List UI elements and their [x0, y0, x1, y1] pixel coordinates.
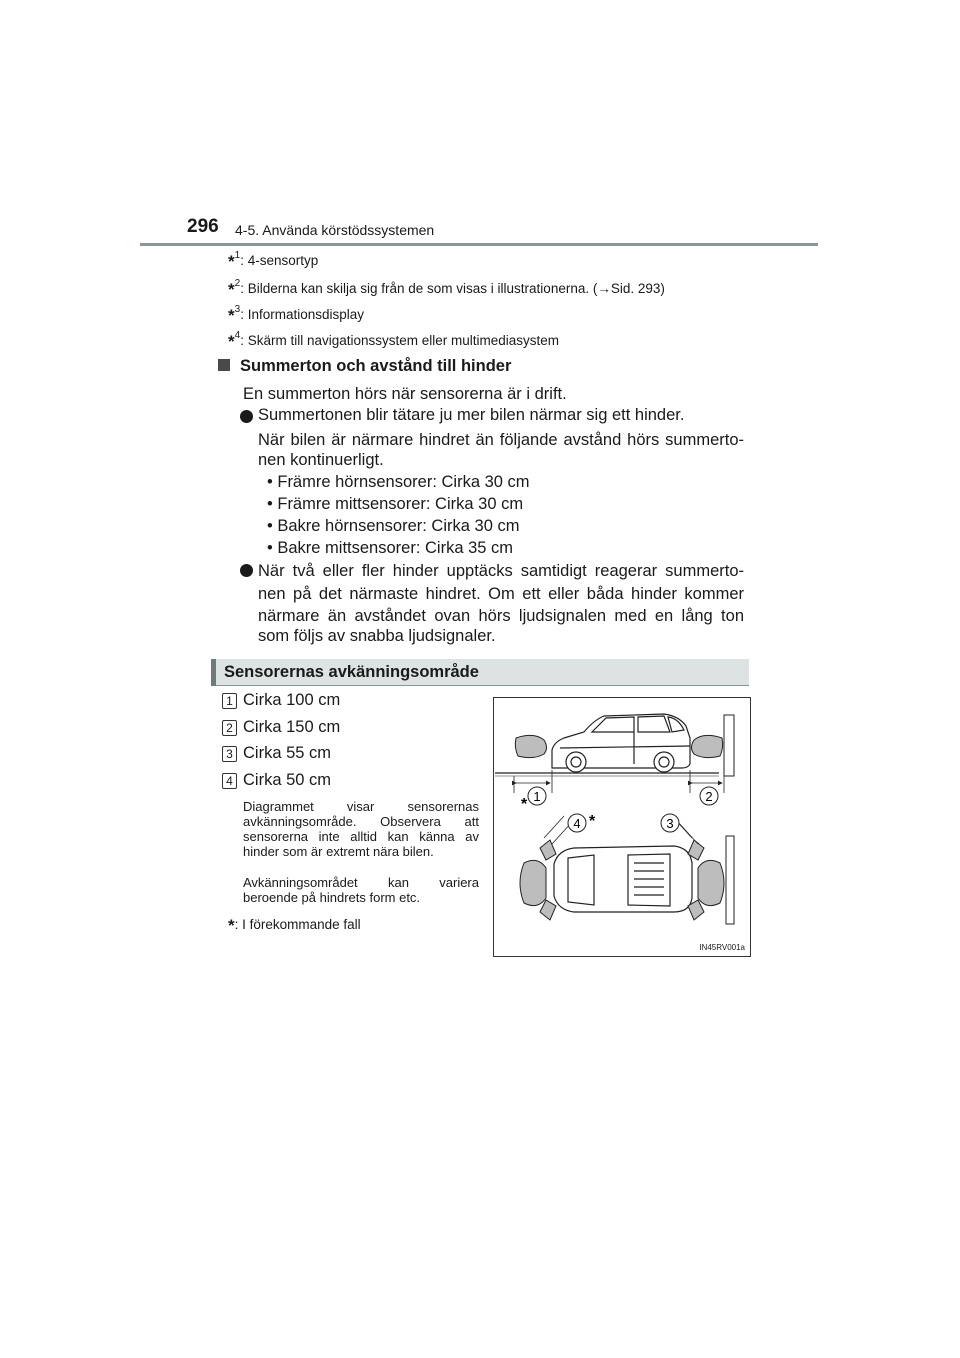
bullet-dot-icon — [240, 564, 253, 577]
diagram-label: 1 — [533, 789, 541, 804]
footnote-text: : Bilderna kan skilja sig från de som visas i illustrationerna. (→Sid. 293) — [240, 281, 665, 296]
note-diagram — [243, 799, 479, 859]
diagram-label: 3 — [666, 816, 674, 831]
subheading-text: Summerton och avstånd till hinder — [240, 357, 512, 375]
footnote-mark: * — [228, 252, 235, 271]
diagram-asterisk: * — [589, 813, 596, 830]
diagram-label: 2 — [705, 789, 713, 804]
footnote-if-applicable — [228, 914, 361, 934]
footnote-num: 4 — [234, 330, 241, 341]
subheading-buzzer — [218, 357, 511, 376]
footnote-3 — [228, 304, 364, 324]
page-number: 296 — [187, 216, 219, 237]
footnote-mark: * — [228, 332, 235, 351]
point2-line: nen på det närmaste hindret. Om ett eller båda hinder kommer — [258, 585, 744, 603]
footnote-num: 2 — [234, 278, 241, 289]
bullet-dot-icon — [240, 410, 253, 423]
buzzer-intro: En summerton hörs när sensorerna är i drift. — [243, 385, 567, 403]
item-number: 4 — [222, 773, 237, 789]
rear-center-range — [698, 860, 724, 905]
item-label: Cirka 50 cm — [243, 771, 332, 789]
footnote-text: : 4-sensortyp — [240, 253, 319, 268]
point1-line2: När bilen är närmare hindret än följande avstånd hörs summerto- — [258, 431, 744, 449]
square-bullet-icon — [218, 359, 230, 371]
section-title: 4-5. Använda körstödssystemen — [235, 222, 435, 238]
sensor-range-diagram — [493, 697, 751, 957]
footnote-mark: * — [228, 306, 235, 325]
top-view-car — [554, 846, 692, 912]
point2-line: När två eller fler hinder upptäcks samtidigt reagerar summerto- — [258, 562, 744, 580]
section-accent — [211, 659, 216, 686]
diagram-asterisk: * — [521, 796, 528, 813]
point1-line3: nen kontinuerligt. — [258, 451, 384, 469]
section-bar — [211, 659, 749, 686]
footnote-text: : Skärm till navigationssystem eller multimediasystem — [240, 333, 560, 348]
footnote-mark: * — [228, 280, 235, 299]
point1-line1: Summertonen blir tätare ju mer bilen närmar sig ett hinder. — [258, 406, 685, 424]
item-number: 3 — [222, 746, 237, 762]
footnote-mark: * — [228, 916, 235, 935]
note-line: beroende på hindrets form etc. — [243, 890, 421, 905]
section-title-range: Sensorernas avkänningsområde — [224, 663, 479, 681]
distance-item: • Bakre mittsensorer: Cirka 35 cm — [267, 539, 514, 557]
front-sensor-range — [515, 735, 546, 757]
distance-item: • Främre mittsensorer: Cirka 30 cm — [267, 495, 524, 513]
distance-item: • Bakre hörnsensorer: Cirka 30 cm — [267, 517, 520, 535]
item-label: Cirka 55 cm — [243, 744, 332, 762]
footnote-num: 3 — [234, 304, 241, 315]
obstacle-wall-bottom — [726, 836, 734, 924]
distance-item: • Främre hörnsensorer: Cirka 30 cm — [267, 473, 530, 491]
note-line: Diagrammet visar sensorernas — [243, 799, 479, 814]
note-line: sensorerna inte alltid kan känna av — [243, 829, 479, 844]
header-rule — [140, 243, 818, 246]
point2-line: närmare än avståndet ovan hörs ljudsignalen med en lång ton — [258, 607, 744, 625]
diagram-code: IN45RV001a — [699, 943, 745, 952]
front-corner-range — [540, 900, 556, 920]
front-center-range — [520, 860, 546, 905]
note-line: Avkänningsområdet kan variera — [243, 875, 479, 890]
footnote-text: : I förekommande fall — [234, 917, 361, 932]
obstacle-wall — [724, 715, 734, 776]
note-line: hinder som är extremt nära bilen. — [243, 844, 434, 859]
front-corner-range — [540, 840, 556, 860]
footnote-2 — [228, 278, 665, 298]
footnote-1 — [228, 250, 318, 270]
item-label: Cirka 150 cm — [243, 718, 341, 736]
note-variation — [243, 875, 479, 905]
footnote-text: : Informationsdisplay — [240, 307, 364, 322]
point2-line: som följs av snabba ljudsignaler. — [258, 627, 496, 645]
sensor-diagram-svg — [494, 698, 750, 956]
diagram-label: 4 — [573, 816, 581, 831]
item-number: 1 — [222, 693, 237, 709]
footnote-num: 1 — [234, 250, 241, 261]
rear-sensor-range — [692, 735, 723, 757]
item-number: 2 — [222, 720, 237, 736]
item-label: Cirka 100 cm — [243, 691, 341, 709]
footnote-4 — [228, 330, 559, 350]
note-line: avkänningsområde. Observera att — [243, 814, 479, 829]
